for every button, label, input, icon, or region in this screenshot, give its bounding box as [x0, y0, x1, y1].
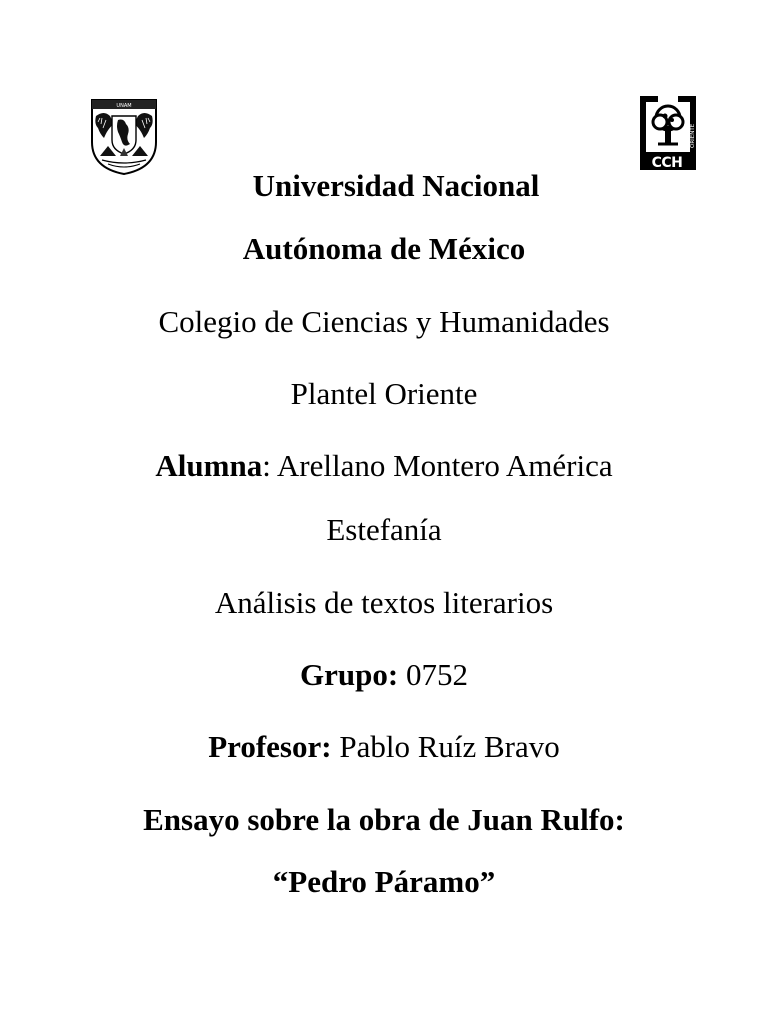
essay-title-line1: Ensayo sobre la obra de Juan Rulfo:	[143, 802, 625, 837]
student-separator: :	[262, 448, 271, 483]
subject-name: Análisis de textos literarios	[214, 585, 554, 620]
svg-text:UNAM: UNAM	[116, 103, 132, 109]
group-label: Grupo:	[300, 657, 399, 692]
campus-name: Plantel Oriente	[290, 376, 478, 411]
svg-text:ORIENTE: ORIENTE	[690, 123, 696, 148]
student-label: Alumna	[155, 448, 263, 483]
teacher-line	[0, 727, 768, 767]
cch-tree-logo-icon	[634, 92, 702, 172]
group-value: 0752	[405, 657, 468, 692]
college-name: Colegio de Ciencias y Humanidades	[158, 304, 610, 339]
teacher-value: Pablo Ruíz Bravo	[339, 729, 560, 764]
teacher-label: Profesor:	[208, 729, 332, 764]
svg-text:CCH: CCH	[651, 155, 683, 171]
university-name-line1: Universidad Nacional	[252, 168, 540, 203]
essay-title-line2: “Pedro Páramo”	[272, 864, 496, 899]
student-name: Arellano Montero América	[276, 448, 613, 483]
student-name-line2: Estefanía	[326, 512, 442, 547]
group-line	[0, 655, 768, 695]
university-name-line2: Autónoma de México	[242, 231, 526, 266]
student-line	[0, 446, 768, 486]
